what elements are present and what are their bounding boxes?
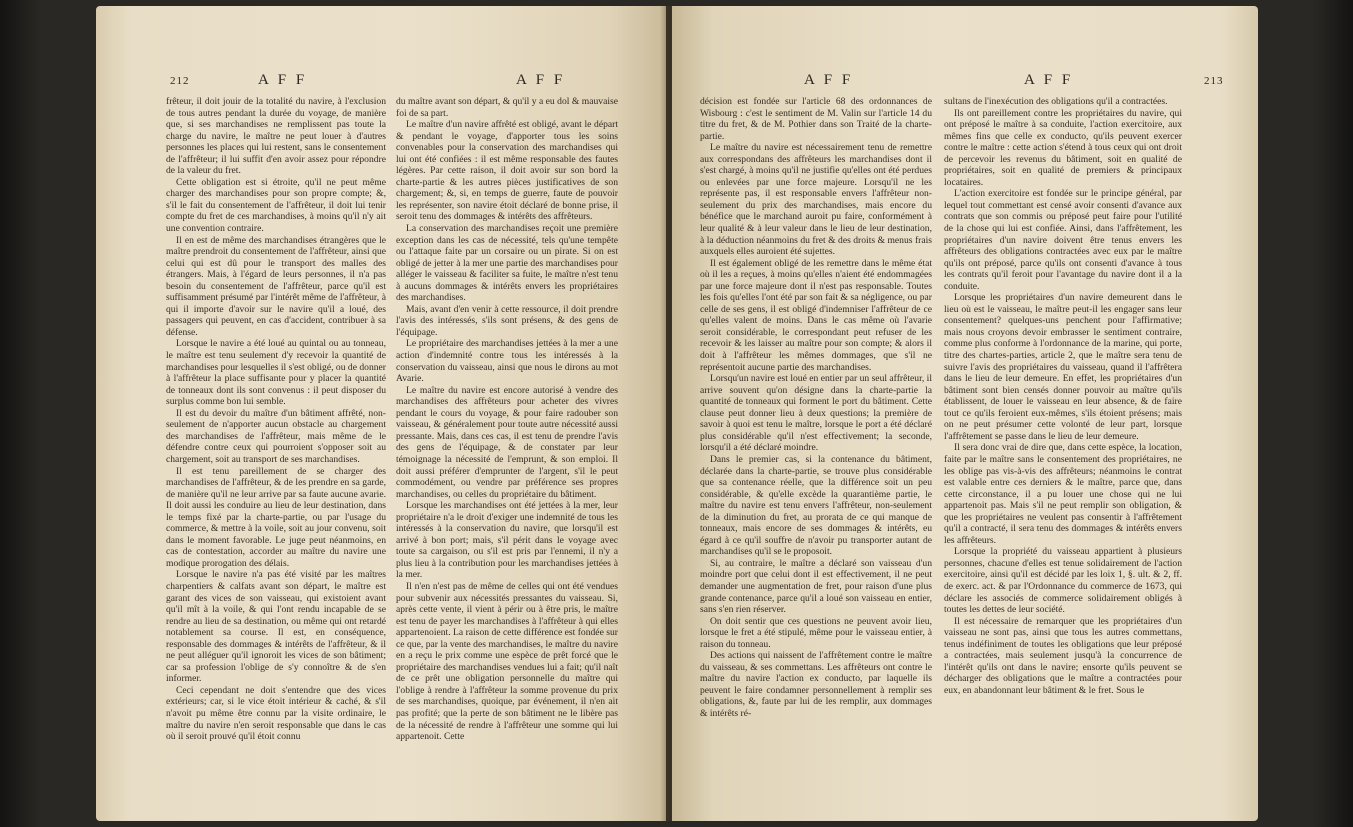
right-page-number: 213 [1204, 75, 1224, 87]
paragraph: Le maître du navire est encore autorisé à vendre des marchandises des affrêteurs pour acheter des vivres pendant le cours du voyage, & pour faire radouber son vaisseau, & généralement pour toute autre nécessité aussi pressante. Mais, dans ces cas, il est tenu de prendre l'avis des gens de l'équipage, & de constater par leur témoignage la nécessité de l'emprunt, & son emploi. Il doit aussi préférer d'emprunter de l'argent, s'il le peut commodément, ou vendre par préférence ses propres marchandises, ou celles du propriétaire du bâtiment. [396, 384, 618, 500]
paragraph: Dans le premier cas, si la contenance du bâtiment, déclarée dans la charte-partie, se trouve plus considérable que sa contenance réelle, que la différence soit un peu considérable, & qu'elle excède la quarantième partie, le maître du navire est tenu envers l'affrêteur, non-seulement de la diminution du fret, au prorata de ce qui manque de tonneaux, mais encore de ses dommages & intérêts, eu égard à ce qu'il souffre de n'avoir pu transporter autant de marchandises qu'il se le proposoit. [700, 453, 932, 558]
left-page [96, 6, 666, 821]
paragraph: Mais, avant d'en venir à cette ressource, il doit prendre l'avis des intéressés, s'ils sont présens, & des gens de l'équipage. [396, 303, 618, 338]
left-page-column-1 [166, 96, 386, 743]
paragraph: La conservation des marchandises reçoit une première exception dans les cas de nécessité, tels qu'une tempête ou l'attaque faite par un corsaire ou un pirate. Si on est obligé de jetter à la mer une partie des marchandises pour alléger le vaisseau & faciliter sa fuite, le maître n'est tenu à aucuns dommages & intérêts envers les propriétaires des marchandises. [396, 223, 618, 304]
paragraph: Lorsqu'un navire est loué en entier par un seul affrêteur, il arrive souvent qu'on désigne dans la charte-partie la quantité de tonneaux qui forment le port du bâtiment. Cette clause peut donner lieu à deux questions; la première de savoir à quoi est tenu le maître, lorsque le port a été déclaré plus considérable qu'il n'est effectivement; la seconde, lorsqu'il a été déclaré moindre. [700, 373, 933, 454]
paragraph: Le maître du navire est nécessairement tenu de remettre aux correspondans des affrêteurs les marchandises dont il s'est chargé, à moins qu'il ne justifie qu'elles ont été perdues ou enlevées par une force majeure. Lorsqu'il ne les représente pas, il est responsable envers l'affrêteur non-seulement du prix des marchandises, mais encore du bénéfice que le marchand auroit pu faire, conformément à leur qualité & à leur valeur dans le lieu de leur destination, à la déduction néanmoins du fret & des droits & menus frais auxquels elles auroient été sujettes. [700, 142, 932, 258]
paragraph: Le maître d'un navire affrêté est obligé, avant le départ & pendant le voyage, d'apporter tous les soins convenables pour la conservation des marchandises qui lui ont été confiées : il est même responsable des fautes légères. Par cette raison, il doit avoir sur son bord la charte-partie & les autres pièces justificatives de son chargement; &, si, en temps de guerre, faute de pouvoir les représenter, son navire étoit déclaré de bonne prise, il seroit tenu des dommages & intérêts des affrêteurs. [396, 119, 618, 223]
paragraph: Lorsque le navire n'a pas été visité par les maîtres charpentiers & calfats avant son départ, le maître est garant des vices de son vaisseau, qui existoient avant qu'il mît à la voile, & qui l'ont rendu incapable de se rendre au lieu de sa destination, ou même qui ont retardé notablement sa course. Il est, en conséquence, responsable des dommages & intérêts de l'affrêteur, & il ne peut alléguer qu'il ignoroit les vices de son bâtiment; car sa profession l'oblige de s'y connoître & de s'en informer. [166, 569, 386, 685]
paragraph: sultans de l'inexécution des obligations qu'il a contractées. [944, 96, 1168, 107]
paragraph: L'action exercitoire est fondée sur le principe général, par lequel tout commettant est censé avoir consenti d'avance aux contrats que son commis ou préposé peut faire pour l'utilité de la chose qui lui est confiée. Ainsi, dans l'affrêtement, les propriétaires d'un navire doivent être tenus envers les affrêteurs des obligations contractées avec eux par le maître qu'ils ont préposé, parce qu'ils ont consenti d'avance à tous les contrats qu'il feroit pour l'avantage du navire dont il a la conduite. [944, 188, 1182, 292]
right-headword-2: A F F [1024, 72, 1074, 88]
paragraph: Lorsque les marchandises ont été jettées à la mer, leur propriétaire n'a le droit d'exiger une indemnité de tous les intéressés à la conservation du navire, que lorsqu'il est arrivé à bon port; mais, s'il périt dans le voyage avec toute sa cargaison, ou s'il est pris par l'ennemi, il n'y a plus lieu à la contribution pour les marchandises jettées à la mer. [396, 500, 618, 581]
paragraph: Si, au contraire, le maître a déclaré son vaisseau d'un moindre port que celui dont il est effectivement, il ne peut demander une augmentation de fret, pour raison d'une plus grande contenance, parce qu'il a loué son vaisseau en entier, sans s'en rien réserver. [700, 557, 932, 616]
paragraph: On doit sentir que ces questions ne peuvent avoir lieu, lorsque le fret a été stipulé, même pour le vaisseau entier, à raison du tonneau. [700, 615, 932, 650]
right-page [672, 6, 1258, 821]
paragraph: Il sera donc vrai de dire que, dans cette espèce, la location, faite par le maître sans le consentement des propriétaires, ne les oblige pas vis-à-vis des affrêteurs; néanmoins le contrat est valable entre ces derniers & le maître, parce que, dans cette circonstance, il a pu louer une chose qui ne lui appartenoit pas. Mais s'il ne peut remplir son obligation, & que les propriétaires ne veulent pas consentir à l'affrêtement qu'il a contracté, il sera tenu des dommages & intérêts envers les affrêteurs. [944, 442, 1182, 546]
left-page-header [96, 72, 666, 94]
paragraph: Il en est de même des marchandises étrangères que le maître prendroit du consentement de l'affrêteur, ainsi que celui qui est dû pour le transport des malles des étrangers. Mais, à l'égard de leurs personnes, il n'a pas besoin du consentement de l'affrêteur, parce qu'il est suffisamment présumé par l'intérêt même de l'affrêteur, à qui il importe d'avoir sur le navire qu'il a loué, des passagers qui peuvent, en cas d'accident, contribuer à sa défense. [166, 234, 386, 338]
paragraph: Il est tenu pareillement de se charger des marchandises de l'affrêteur, & de les prendre en sa garde, de manière qu'il ne leur arrive par sa faute aucune avarie. Il doit aussi les conduire au lieu de leur destination, dans le temps fixé par la charte-partie, ou par l'usage du commerce, & mettre à la voile, soit au jour convenu, soit dans le moment favorable. Le juge peut néanmoins, en cas de contestation, accorder au maître du navire une modique prorogation des délais. [166, 465, 386, 569]
paragraph: Ceci cependant ne doit s'entendre que des vices extérieurs; car, si le vice étoit intérieur & caché, & s'il n'avoit pu même être connu par la visite ordinaire, le maître du navire n'en seroit responsable que dans le cas où il seroit prouvé qu'il étoit connu [166, 684, 386, 743]
paragraph: Cette obligation est si étroite, qu'il ne peut même charger des marchandises pour son propre compte; &, s'il le fait du consentement de l'affrêteur, il doit lui tenir compte du fret de ces marchandises, à moins qu'il n'y ait une convention contraire. [166, 176, 386, 235]
paragraph: Ils ont pareillement contre les propriétaires du navire, qui ont préposé le maître à sa conduite, l'action exercitoire, aux mêmes fins que celle ex conducto, qu'ils peuvent exercer contre le maître : cette action s'étend à tous ceux qui ont droit de percevoir les revenus du bâtiment, soit en qualité de propriétaires, soit en qualité de premiers & principaux locataires. [944, 107, 1182, 188]
paragraph: du maître avant son départ, & qu'il y a eu dol & mauvaise foi de sa part. [396, 96, 618, 119]
right-page-column-2 [944, 96, 1182, 696]
paragraph: Des actions qui naissent de l'affrêtement contre le maître du vaisseau, & ses commettans. Les affrêteurs ont contre le maître du navire l'action ex conducto, par laquelle ils peuvent le faire condamner personnellement à remplir ses obligations, &, faute par lui de les remplir, aux dommages & intérêts ré- [700, 650, 932, 719]
left-page-column-2 [396, 96, 618, 743]
right-page-header [672, 72, 1258, 94]
paragraph: Il n'en n'est pas de même de celles qui ont été vendues pour subvenir aux nécessités pressantes du vaisseau. Si, après cette vente, il vient à périr ou à être pris, le maître est tenu de payer les marchandises à l'affrêteur à qui elles appartenoient. La raison de cette différence est fondée sur ce que, par la vente des marchandises, le maître du navire en a reçu le prix comme une espèce de prêt forcé que le propriétaire des marchandises vendues lui a fait; qu'il naît de ce prêt une obligation personnelle du maître qui l'oblige à rendre à l'affrêteur la somme provenue du prix de ses marchandises, quoique, par événement, il n'en ait pas profité; que la perte de son bâtiment ne le libère pas de la nécessité de rendre à l'affrêteur une somme qui lui appartenoit. Cette [396, 580, 618, 743]
left-headword-2: A F F [516, 72, 566, 88]
paragraph: Lorsque le navire a été loué au quintal ou au tonneau, le maître est tenu seulement d'y recevoir la quantité de marchandises pour lesquelles il s'est obligé, ou de donner à l'affrêteur la place suffisante pour y placer la quantité de tonneaux dont ils sont convenus : il peut disposer du surplus comme bon lui semble. [166, 338, 386, 408]
paragraph: Il est du devoir du maître d'un bâtiment affrêté, non-seulement de n'apporter aucun obstacle au chargement des marchandises de l'affrêteur, mais même de le défendre contre ceux qui pourroient s'opposer soit au chargement, soit au transport de ses marchandises. [166, 407, 386, 465]
paragraph: Il est également obligé de les remettre dans le même état où il les a reçues, à moins qu'elles n'aient été endommagées par une force majeure dont il n'est pas responsable. Toutes les fois qu'elles l'ont été par son fait & sa négligence, ou par celle de ses gens, il est obligé d'indemniser l'affrêteur de ce qu'elles valent de moins. Dans le cas même où l'avarie seroit considérable, le correspondant peut refuser de les recevoir & les laisser au maître pour son compte; & alors il doit à l'affrêteur les mêmes dommages, que s'il ne représentoit aucune partie des marchandises. [700, 257, 932, 373]
right-headword-1: A F F [804, 72, 854, 88]
left-headword-1: A F F [258, 72, 308, 88]
left-page-number: 212 [170, 75, 190, 87]
paragraph: Le propriétaire des marchandises jettées à la mer a une action d'indemnité contre tous les intéressés à la conservation du vaisseau, ainsi que nous le dirons au mot Avarie. [396, 338, 618, 385]
right-page-column-1 [700, 96, 932, 720]
paragraph: Lorsque la propriété du vaisseau appartient à plusieurs personnes, chacune d'elles est tenue solidairement de l'action exercitoire, ainsi qu'il est décidé par les loix 1, §. ult. & 2, ff. de exerc. act. & par l'Ordonnance du commerce de 1673, qui déclare les associés de commerce solidairement obligés à toutes les dettes de leur société. [944, 546, 1182, 616]
paragraph: frêteur, il doit jouir de la totalité du navire, à l'exclusion de tous autres pendant la durée du voyage, de manière que, si ses marchandises ne remplissent pas toute la charge du navire, le maître ne peut louer à d'autres personnes les places qui lui restent, sans le consentement de l'affrêteur; il lui suffit d'en avoir assez pour répondre de la valeur du fret. [166, 96, 386, 177]
paragraph: décision est fondée sur l'article 68 des ordonnances de Wisbourg : c'est le sentiment de M. Valin sur l'article 14 du titre du fret, & de M. Pothier dans son Traité de la charte-partie. [700, 96, 932, 142]
paragraph: Il est nécessaire de remarquer que les propriétaires d'un vaisseau ne sont pas, ainsi que tous les autres commettans, tenus indéfiniment de toutes les obligations que leur préposé a contractées, mais seulement jusqu'à la concurrence de l'intérêt qu'ils ont dans le navire; ensorte qu'ils peuvent se décharger des obligations que le maître a contractées pour eux, en abandonnant leur bâtiment & le fret. Sous le [944, 615, 1182, 696]
paragraph: Lorsque les propriétaires d'un navire demeurent dans le lieu où est le vaisseau, le maître peut-il les engager sans leur consentement? quelques-uns penchent pour l'affirmative; mais nous croyons devoir embrasser le sentiment contraire, comme plus conforme à l'ordonnance de la marine, qui porte, titre des chartes-parties, article 2, que le maître sera tenu de suivre l'avis des propriétaires du vaisseau, quand il l'affrêtera dans le lieu de leur demeure. En effet, les propriétaires d'un bâtiment sont bien censés donner pouvoir au maître qu'ils établissent, de louer le vaisseau en leur absence, & de faire tout ce qu'ils feroient eux-mêmes, s'ils étoient présens; mais on ne peut présumer cette volonté de leur part, lorsque l'affrêtement se passe dans le lieu de leur demeure. [944, 292, 1182, 442]
